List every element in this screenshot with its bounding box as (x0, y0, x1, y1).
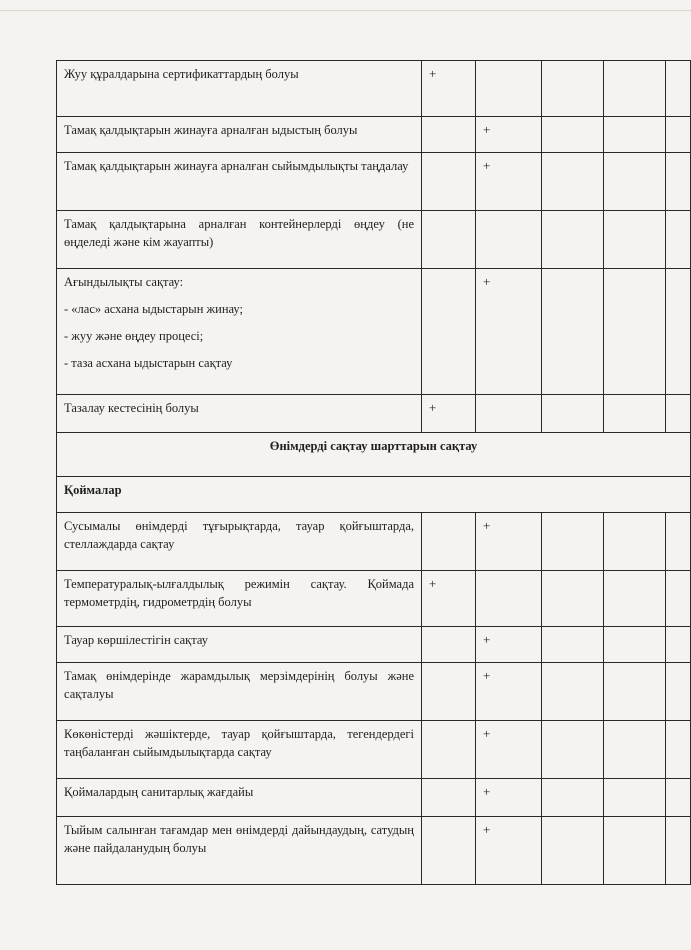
top-rows (57, 61, 691, 433)
mark-cell (604, 627, 666, 663)
mark-cell (604, 571, 666, 627)
mark-cell (422, 721, 476, 779)
section-header-row (57, 433, 691, 477)
criterion-text: Тамақ қалдықтарын жинауға арналған ыдыстың болуы (64, 123, 358, 137)
table-row (57, 571, 691, 627)
section-title: Өнімдерді сақтау шарттарын сақтау (57, 433, 691, 477)
mark-cell: + (476, 269, 542, 395)
mark-cell (666, 395, 691, 433)
mark-cell (542, 663, 604, 721)
criterion-cell (57, 395, 422, 433)
table-row (57, 153, 691, 211)
criterion-cell (57, 513, 422, 571)
mark-cell: + (476, 627, 542, 663)
table-row (57, 117, 691, 153)
mark-cell (666, 663, 691, 721)
mark-cell (422, 817, 476, 885)
mark-cell (666, 721, 691, 779)
criterion-cell (57, 779, 422, 817)
mark-cell (542, 513, 604, 571)
mark-cell: + (476, 817, 542, 885)
criterion-cell (57, 153, 422, 211)
criterion-text: - таза асхана ыдыстарын сақтау (64, 356, 233, 371)
criterion-cell (57, 571, 422, 627)
criterion-text: Тамақ қалдықтарына арналған контейнерлерді өңдеу (не өңделеді және кім жауапты) (64, 217, 414, 250)
mark-cell (422, 117, 476, 153)
page-edge-line (0, 10, 691, 11)
mark-cell (422, 513, 476, 571)
mark-cell: + (476, 153, 542, 211)
table-row (57, 817, 691, 885)
mark-cell (604, 61, 666, 117)
mark-cell (604, 817, 666, 885)
criterion-text: Тамақ өнімдерінде жарамдылық мерзімдерінің болуы және сақталуы (64, 669, 414, 702)
mark-cell (604, 779, 666, 817)
checklist-table-wrapper (56, 60, 690, 885)
mark-cell (542, 61, 604, 117)
section-rows (57, 433, 691, 513)
table-row (57, 211, 691, 269)
criterion-cell (57, 61, 422, 117)
mark-cell (542, 817, 604, 885)
mark-cell (476, 395, 542, 433)
table-row (57, 663, 691, 721)
mark-cell (604, 513, 666, 571)
mark-cell (666, 117, 691, 153)
mark-cell (604, 269, 666, 395)
mark-cell (604, 117, 666, 153)
mark-cell (422, 663, 476, 721)
mark-cell: + (422, 571, 476, 627)
table-row (57, 779, 691, 817)
criterion-text: Температуралық-ылғалдылық режимін сақтау. Қоймада термометрдің, гидрометрдің болуы (64, 577, 414, 610)
criterion-text: Көкөністерді жәшіктерде, тауар қойғыштарда, тегендердегі таңбаланған сыйымдылықтарда сақтау (64, 727, 414, 760)
table-row (57, 395, 691, 433)
subsection-header-row (57, 477, 691, 513)
mark-cell (666, 817, 691, 885)
criterion-cell (57, 211, 422, 269)
mark-cell (666, 571, 691, 627)
mark-cell (666, 779, 691, 817)
mark-cell (666, 61, 691, 117)
mark-cell: + (476, 513, 542, 571)
mark-cell (542, 779, 604, 817)
mark-cell (604, 721, 666, 779)
mark-cell (542, 571, 604, 627)
mark-cell: + (476, 117, 542, 153)
mark-cell (422, 779, 476, 817)
mark-cell (422, 627, 476, 663)
mark-cell (542, 395, 604, 433)
criterion-text: Тазалау кестесінің болуы (64, 401, 199, 415)
mark-cell: + (476, 779, 542, 817)
criterion-cell (57, 817, 422, 885)
mark-cell: + (422, 61, 476, 117)
criterion-cell (57, 269, 422, 395)
mark-cell (604, 211, 666, 269)
mark-cell (476, 571, 542, 627)
mark-cell (476, 211, 542, 269)
criterion-text: Ағындылықты сақтау: (64, 275, 184, 289)
mark-cell (542, 211, 604, 269)
mark-cell (666, 269, 691, 395)
criterion-text: Қоймалардың санитарлық жағдайы (64, 785, 254, 799)
criterion-text: - «лас» асхана ыдыстарын жинау; (64, 302, 243, 317)
criterion-text: Тыйым салынған тағамдар мен өнімдерді дайындаудың, сатудың және пайдаланудың болуы (64, 823, 414, 856)
mark-cell: + (476, 663, 542, 721)
mark-cell (666, 513, 691, 571)
mark-cell (422, 153, 476, 211)
mark-cell (542, 153, 604, 211)
mark-cell: + (422, 395, 476, 433)
table-row (57, 627, 691, 663)
criterion-cell (57, 721, 422, 779)
subsection-title: Қоймалар (57, 477, 691, 513)
mark-cell (422, 269, 476, 395)
mark-cell (422, 211, 476, 269)
mark-cell (604, 663, 666, 721)
criterion-cell (57, 627, 422, 663)
mark-cell (542, 269, 604, 395)
criterion-text: Тауар көршілестігін сақтау (64, 633, 209, 647)
mark-cell (542, 627, 604, 663)
criterion-text: - жуу және өңдеу процесі; (64, 329, 204, 344)
criterion-cell (57, 663, 422, 721)
criterion-cell (57, 117, 422, 153)
mark-cell (666, 211, 691, 269)
mark-cell (542, 117, 604, 153)
table-row (57, 721, 691, 779)
checklist-table (56, 60, 691, 885)
criterion-text: Жуу құралдарына сертификаттардың болуы (64, 67, 299, 81)
table-row (57, 61, 691, 117)
table-row (57, 269, 691, 395)
criterion-text: Тамақ қалдықтарын жинауға арналған сыйымдылықты таңдалау (64, 159, 409, 173)
mark-cell (542, 721, 604, 779)
table-row (57, 513, 691, 571)
criterion-text: Сусымалы өнімдерді тұғырықтарда, тауар қойғыштарда, стеллаждарда сақтау (64, 519, 414, 552)
mark-cell: + (476, 721, 542, 779)
mark-cell (476, 61, 542, 117)
mark-cell (666, 627, 691, 663)
bottom-rows (57, 513, 691, 885)
mark-cell (604, 395, 666, 433)
mark-cell (604, 153, 666, 211)
mark-cell (666, 153, 691, 211)
